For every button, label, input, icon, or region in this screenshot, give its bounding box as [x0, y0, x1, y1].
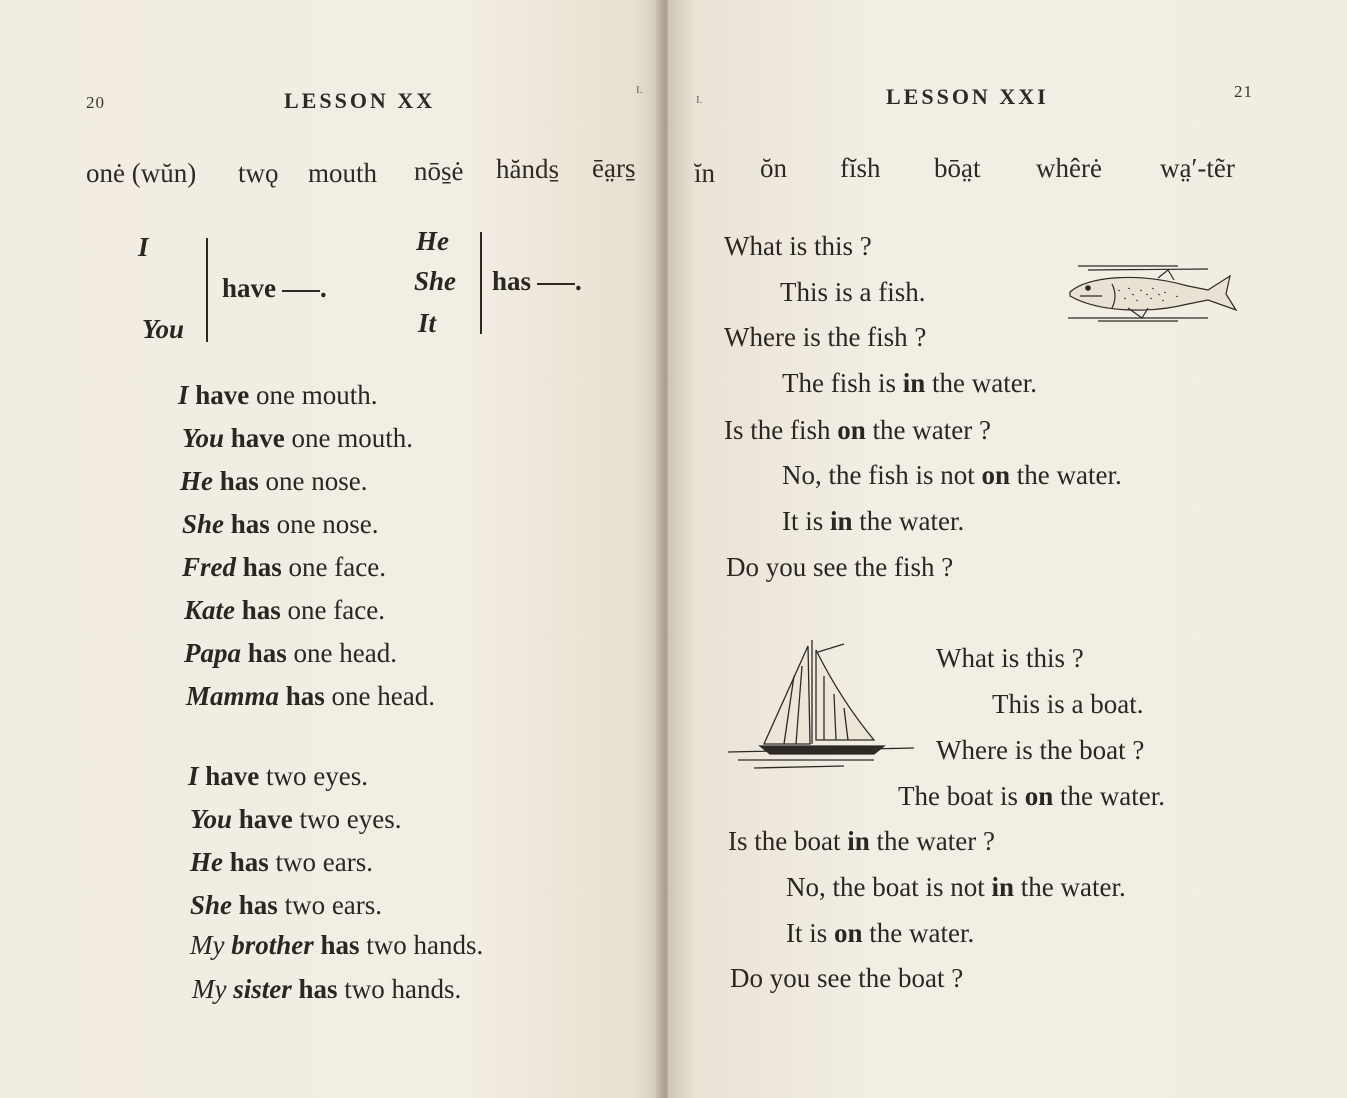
- page-number: 20: [86, 93, 105, 112]
- sentence-line: She has two ears.: [190, 890, 383, 920]
- sentence-line: He has one nose.: [180, 466, 368, 496]
- text-line: Is the fish on the water ?: [724, 415, 991, 445]
- sentence-line: Papa has one head.: [184, 638, 397, 668]
- vocab-word: ēa̤rs̱: [592, 153, 636, 183]
- vocab-word: bōa̤t: [934, 153, 981, 183]
- sentence-line: Fred has one face.: [182, 552, 386, 582]
- chart-subject: You: [142, 314, 185, 344]
- brace: [206, 238, 208, 342]
- text-line: Do you see the fish ?: [726, 552, 954, 582]
- text-line: This is a fish.: [780, 277, 926, 307]
- vocab-word: mouth: [308, 158, 378, 188]
- chart-subject: It: [418, 308, 437, 338]
- sentence-line: My brother has two hands.: [190, 930, 484, 960]
- left-page: [0, 0, 662, 1098]
- chart-subject: I: [138, 232, 149, 262]
- sentence-line: He has two ears.: [190, 847, 373, 877]
- brace: [480, 232, 482, 334]
- text-line: The boat is on the water.: [898, 781, 1165, 811]
- vocab-word: nōs̱ė: [414, 156, 464, 186]
- lesson-title: LESSON XX: [284, 88, 436, 113]
- chart-subject: He: [416, 226, 449, 256]
- sentence-line: You have two eyes.: [190, 804, 402, 834]
- text-line: Do you see the boat ?: [730, 963, 964, 993]
- right-page: [668, 0, 1347, 1098]
- chart-verb: have .: [222, 273, 327, 303]
- vocab-word: hănds̱: [496, 154, 559, 184]
- sentence-line: You have one mouth.: [182, 423, 414, 453]
- text-line: Where is the fish ?: [724, 322, 927, 352]
- text-line: It is in the water.: [782, 506, 965, 536]
- text-line: It is on the water.: [786, 918, 975, 948]
- sentence-line: My sister has two hands.: [192, 974, 462, 1004]
- boat-illustration: [724, 636, 914, 776]
- text-line: What is this ?: [724, 231, 872, 261]
- vocab-word: whêrė: [1036, 153, 1102, 183]
- corner-mark: I.: [636, 84, 643, 96]
- sentence-line: Mamma has one head.: [186, 681, 435, 711]
- lesson-title: LESSON XXI: [886, 84, 1049, 109]
- text-line: What is this ?: [936, 643, 1084, 673]
- text-line: Where is the boat ?: [936, 735, 1145, 765]
- text-line: This is a boat.: [992, 689, 1144, 719]
- vocab-word: wa̤′-tẽr: [1160, 153, 1235, 183]
- chart-verb: has .: [492, 266, 582, 296]
- page-number: 21: [1234, 82, 1253, 101]
- sentence-line: She has one nose.: [182, 509, 379, 539]
- text-line: No, the fish is not on the water.: [782, 460, 1122, 490]
- vocab-word: twǫ: [238, 158, 279, 188]
- text-line: The fish is in the water.: [782, 368, 1037, 398]
- vocab-word: fĭsh: [840, 153, 881, 183]
- text-line: No, the boat is not in the water.: [786, 872, 1126, 902]
- sentence-line: Kate has one face.: [184, 595, 385, 625]
- chart-subject: She: [414, 266, 457, 296]
- vocab-word: ŏn: [760, 153, 787, 183]
- corner-mark: I.: [696, 94, 703, 106]
- text-line: Is the boat in the water ?: [728, 826, 995, 856]
- sentence-line: I have one mouth.: [178, 380, 378, 410]
- vocab-word: onė (wŭn): [86, 158, 197, 188]
- fish-illustration: [1058, 262, 1243, 324]
- vocab-word: ĭn: [694, 158, 716, 188]
- sentence-line: I have two eyes.: [188, 761, 368, 791]
